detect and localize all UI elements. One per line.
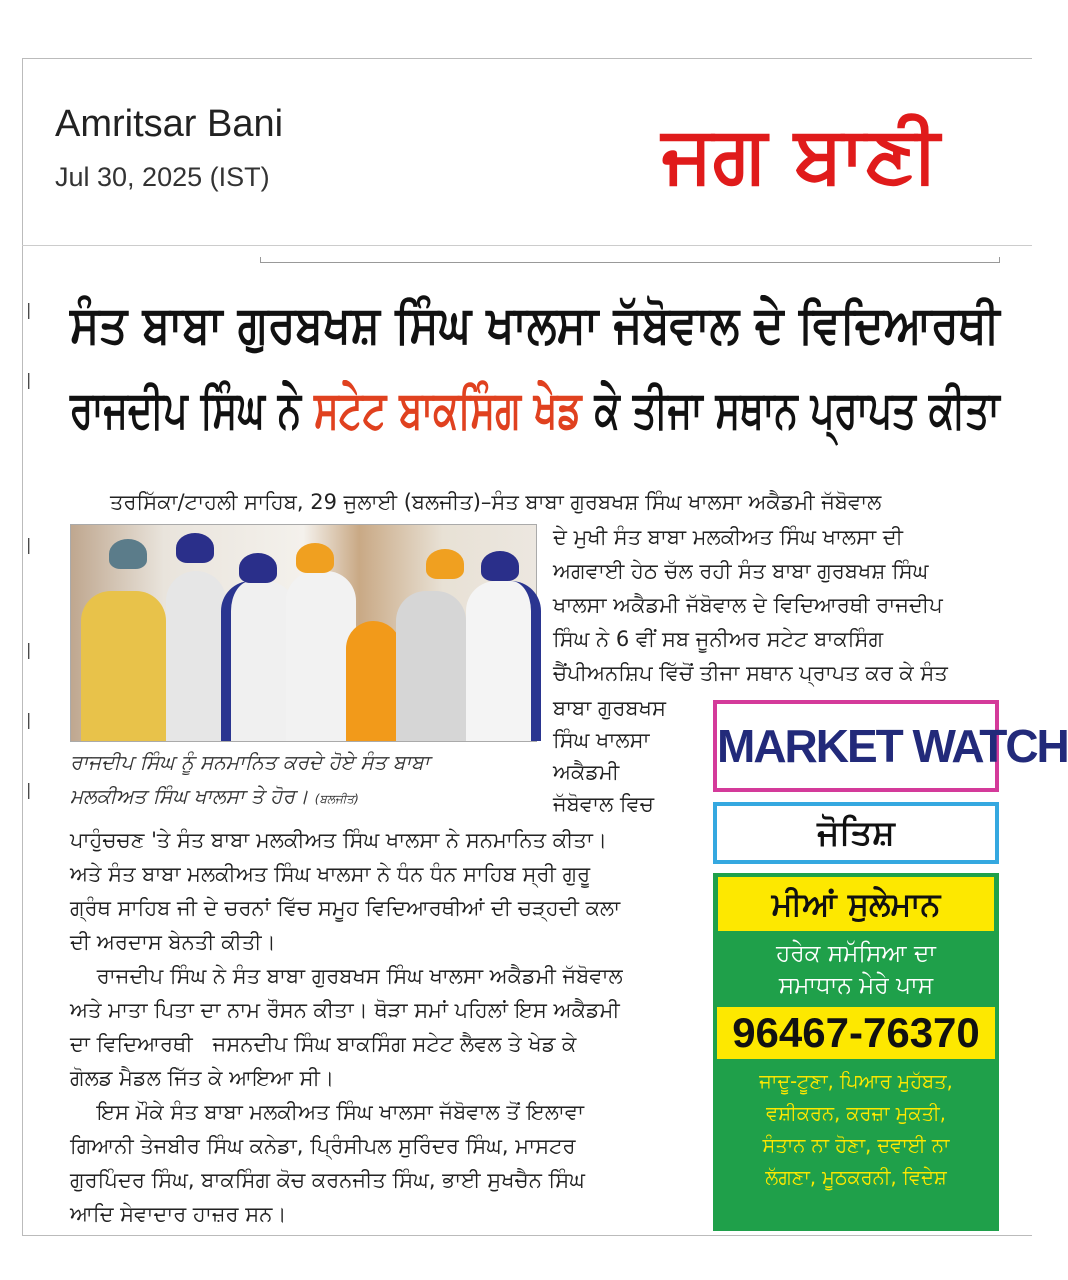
- edge-mark: |: [26, 370, 32, 389]
- photo-person: [81, 591, 166, 741]
- ad-tagline-1: ਹਰੇਕ ਸਮੱਸਿਆ ਦਾ: [776, 939, 936, 967]
- edge-mark: |: [26, 535, 32, 554]
- article-line: ਅਗਵਾਈ ਹੇਠ ਚੱਲ ਰਹੀ ਸੰਤ ਬਾਬਾ ਗੁਰਬਖਸ਼ ਸਿੰਘ: [553, 559, 929, 583]
- edge-mark: |: [26, 710, 32, 729]
- photo-caption-line-2: [70, 780, 359, 812]
- photo-person: [396, 591, 466, 741]
- article-line: ਗੁਰਪਿੰਦਰ ਸਿੰਘ, ਬਾਕਸਿੰਗ ਕੋਚ ਕਰਨਜੀਤ ਸਿੰਘ, ਭਾਈ ਸੁਖਚੈਨ ਸਿੰਘ: [70, 1168, 585, 1192]
- article-line: ਅਕੈਡਮੀ: [553, 760, 620, 784]
- article-line: ਗ੍ਰੰਥ ਸਾਹਿਬ ਜੀ ਦੇ ਚਰਨਾਂ ਵਿੱਚ ਸਮੂਹ ਵਿਦਿਆਰਥੀਆਂ ਦੀ ਚੜ੍ਹਦੀ ਕਲਾ: [70, 896, 621, 920]
- headline-line-2: [70, 375, 1000, 445]
- article-line: ਗੋਲਡ ਮੈਡਲ ਜਿੱਤ ਕੇ ਆਇਆ ਸੀ।: [70, 1066, 335, 1090]
- photo-turban: [481, 551, 519, 581]
- article-line: ਅਤੇ ਮਾਤਾ ਪਿਤਾ ਦਾ ਨਾਮ ਰੌਸਨ ਕੀਤਾ। ਥੋੜਾ ਸਮਾਂ ਪਹਿਲਾਂ ਇਸ ਅਕੈਡਮੀ: [70, 998, 620, 1022]
- edge-mark: |: [26, 640, 32, 659]
- article-line: ਦੀ ਅਰਦਾਸ ਬੇਨਤੀ ਕੀਤੀ।: [70, 930, 276, 954]
- header-divider: [22, 245, 1032, 246]
- photo-turban: [239, 553, 277, 583]
- ad-name: ਮੀਆਂ ਸੁਲੇਮਾਨ: [718, 877, 994, 931]
- photo-turban: [426, 549, 464, 579]
- edge-mark: |: [26, 300, 32, 319]
- photo-person: [166, 571, 226, 741]
- ad-service-line: ਲੱਗਣਾ, ਮੂਠਕਰਨੀ, ਵਿਦੇਸ਼: [765, 1165, 947, 1189]
- article-line: ਆਦਿ ਸੇਵਾਦਾਰ ਹਾਜ਼ਰ ਸਨ।: [70, 1202, 287, 1226]
- publication-date: Jul 30, 2025 (IST): [55, 162, 270, 192]
- ad-service-line: ਜਾਦੂ-ਟੂਣਾ, ਪਿਆਰ ਮੁਹੱਬਤ,: [759, 1069, 953, 1093]
- source-name: Amritsar Bani: [55, 103, 284, 145]
- photo-person: [466, 581, 541, 741]
- headline-part: ਕੇ ਤੀਜਾ ਸਥਾਨ ਪ੍ਰਾਪਤ ਕੀਤਾ: [594, 380, 1000, 440]
- headline-highlight: ਸਟੇਟ ਬਾਕਸਿੰਗ ਖੇਡ: [313, 380, 582, 440]
- caption-text: ਮਲਕੀਅਤ ਸਿੰਘ ਖਾਲਸਾ ਤੇ ਹੋਰ।: [70, 784, 309, 808]
- photo-credit: (ਬਲਜੀਤ): [314, 792, 359, 806]
- article-line: ਗਿਆਨੀ ਤੇਜਬੀਰ ਸਿੰਘ ਕਨੇਡਾ, ਪ੍ਰਿੰਸੀਪਲ ਸੁਰਿੰਦਰ ਸਿੰਘ, ਮਾਸਟਰ: [70, 1134, 576, 1158]
- photo-person: [346, 621, 401, 741]
- news-photo: [70, 524, 537, 742]
- ad-tagline-2: ਸਮਾਧਾਨ ਮੇਰੇ ਪਾਸ: [778, 971, 934, 999]
- dateline: ਤਰਸਿੱਕਾ/ਟਾਹਲੀ ਸਾਹਿਬ, 29 ਜੁਲਾਈ (ਬਲਜੀਤ)–ਸੰਤ ਬਾਬਾ ਗੁਰਬਖਸ਼ ਸਿੰਘ ਖਾਲਸਾ ਅਕੈਡਮੀ ਜੱਬੋਵਾਲ: [110, 490, 882, 514]
- article-line: ਅਤੇ ਸੰਤ ਬਾਬਾ ਮਲਕੀਅਤ ਸਿੰਘ ਖਾਲਸਾ ਨੇ ਧੰਨ ਧੰਨ ਸਾਹਿਬ ਸ੍ਰੀ ਗੁਰੂ: [70, 862, 591, 886]
- ad-services: [713, 1065, 999, 1193]
- ad-service-line: ਵਸ਼ੀਕਰਨ, ਕਰਜ਼ਾ ਮੁਕਤੀ,: [766, 1101, 946, 1125]
- astrologer-ad: [713, 873, 999, 1231]
- jyotish-banner: ਜੋਤਿਸ਼: [713, 802, 999, 864]
- article-line: ਇਸ ਮੌਕੇ ਸੰਤ ਬਾਬਾ ਮਲਕੀਅਤ ਸਿੰਘ ਖਾਲਸਾ ਜੱਬੋਵਾਲ ਤੋਂ ਇਲਾਵਾ: [70, 1100, 585, 1124]
- photo-turban: [109, 539, 147, 569]
- photo-turban: [296, 543, 334, 573]
- article-line: ਪਾਹੁੰਚਚਣ 'ਤੇ ਸੰਤ ਬਾਬਾ ਮਲਕੀਅਤ ਸਿੰਘ ਖਾਲਸਾ ਨੇ ਸਨਮਾਨਿਤ ਕੀਤਾ।: [70, 828, 608, 852]
- article-line: ਰਾਜਦੀਪ ਸਿੰਘ ਨੇ ਸੰਤ ਬਾਬਾ ਗੁਰਬਖਸ ਸਿੰਘ ਖਾਲਸਾ ਅਕੈਡਮੀ ਜੱਬੋਵਾਲ: [70, 964, 623, 988]
- photo-turban: [176, 533, 214, 563]
- headline-line-1: ਸੰਤ ਬਾਬਾ ਗੁਰਬਖਸ਼ ਸਿੰਘ ਖਾਲਸਾ ਜੱਬੋਵਾਲ ਦੇ ਵਿਦਿਆਰਥੀ: [70, 295, 1000, 355]
- edge-mark: |: [26, 780, 32, 799]
- market-watch-banner: MARKET WATCH: [713, 700, 999, 792]
- headline-rule: [260, 257, 1000, 263]
- headline-part: ਰਾਜਦੀਪ ਸਿੰਘ ਨੇ: [70, 380, 302, 440]
- newspaper-logo: ਜਗ ਬਾਣੀ: [661, 110, 940, 200]
- photo-person: [221, 581, 296, 741]
- article-line: ਬਾਬਾ ਗੁਰਬਖਸ: [553, 696, 666, 720]
- article-line: ਸਿੰਘ ਖਾਲਸਾ: [553, 728, 650, 752]
- ad-phone: 96467-76370: [717, 1007, 995, 1059]
- article-line: ਜੱਬੋਵਾਲ ਵਿਚ: [553, 792, 654, 816]
- article-line: ਦਾ ਵਿਦਿਆਰਥੀ ਜਸਨਦੀਪ ਸਿੰਘ ਬਾਕਸਿੰਗ ਸਟੇਟ ਲੈਵਲ ਤੇ ਖੇਡ ਕੇ: [70, 1032, 577, 1056]
- ad-service-line: ਸੰਤਾਨ ਨਾ ਹੋਣਾ, ਦਵਾਈ ਨਾ: [762, 1133, 950, 1157]
- article-line: ਸਿੰਘ ਨੇ 6 ਵੀਂ ਸਬ ਜੂਨੀਅਰ ਸਟੇਟ ਬਾਕਸਿੰਗ: [553, 627, 884, 651]
- article-line: ਚੈਂਪੀਅਨਸ਼ਿਪ ਵਿੱਚੋਂ ਤੀਜਾ ਸਥਾਨ ਪ੍ਰਾਪਤ ਕਰ ਕੇ ਸੰਤ: [553, 661, 948, 685]
- article-line: ਖਾਲਸਾ ਅਕੈਡਮੀ ਜੱਬੋਵਾਲ ਦੇ ਵਿਦਿਆਰਥੀ ਰਾਜਦੀਪ: [553, 593, 943, 617]
- photo-caption-line-1: ਰਾਜਦੀਪ ਸਿੰਘ ਨੂੰ ਸਨਮਾਨਿਤ ਕਰਦੇ ਹੋਏ ਸੰਤ ਬਾਬਾ: [70, 750, 430, 774]
- article-line: ਦੇ ਮੁਖੀ ਸੰਤ ਬਾਬਾ ਮਲਕੀਅਤ ਸਿੰਘ ਖਾਲਸਾ ਦੀ: [553, 525, 903, 549]
